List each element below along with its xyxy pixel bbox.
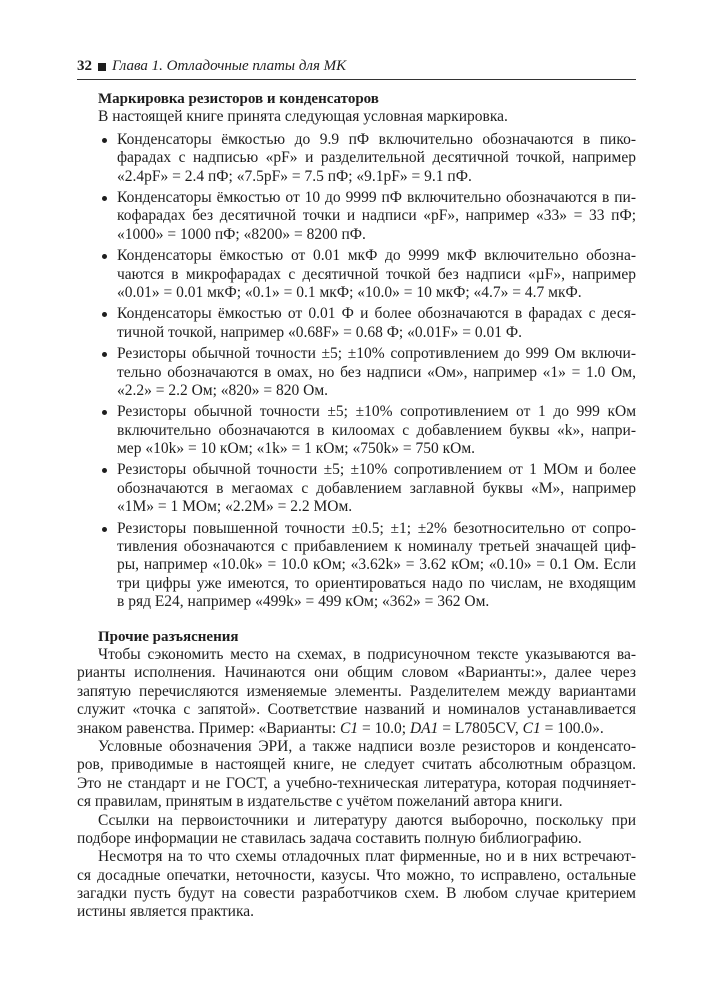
text-segment: знаком равенства. Пример: «Варианты: xyxy=(77,719,341,737)
bullet-icon xyxy=(102,410,107,415)
list-item xyxy=(77,403,636,458)
component-designator: C1 xyxy=(340,719,359,737)
text-line xyxy=(77,720,636,738)
text-line: ров, приводимые в настоящей книге, не следует считать абсолютным образцом. xyxy=(77,756,636,774)
text-line: ся досадные опечатки, неточности, казусы. Что можно, то исправлено, остальные xyxy=(77,866,636,884)
text-line: Конденсаторы ёмкостью до 9.9 пФ включительно обозначаются в пико- xyxy=(117,130,636,148)
text-line: «0.01» = 0.01 мкФ; «0.1» = 0.1 мкФ; «10.0» = 10 мкФ; «4.7» = 4.7 мкФ. xyxy=(117,283,582,301)
text-segment: = 100.0». xyxy=(540,719,604,737)
text-line: три цифры уже имеются, то ориентироваться надо по числам, не входящим xyxy=(117,574,636,592)
text-line: фарадах с надписью «pF» и разделительной десятичной точкой, например xyxy=(117,149,636,167)
text-line: истины является практика. xyxy=(77,903,255,921)
text-line: тельно обозначаются в омах, но без надписи «Ом», например «1» = 1.0 Ом, xyxy=(117,363,636,381)
bullet-icon xyxy=(102,196,107,201)
paragraph xyxy=(77,812,636,849)
text-line: включительно обозначаются в килоомах с добавлением буквы «k», напри- xyxy=(117,421,636,439)
page-body xyxy=(77,90,636,922)
text-line: Резисторы обычной точности ±5; ±10% сопротивлением до 999 Ом включи- xyxy=(117,345,636,363)
paragraph xyxy=(77,738,636,812)
list-item xyxy=(77,345,636,400)
text-line: ся правилам, принятым в издательстве с учётом пожеланий автора книги. xyxy=(77,793,563,811)
section-heading-marking: Маркировка резисторов и конденсаторов xyxy=(98,91,379,107)
text-line: запятую перечисляются изменяемые элементы. Разделителем между вариантами xyxy=(77,682,636,700)
other-notes xyxy=(77,646,636,922)
text-line: «2.4pF» = 2.4 пФ; «7.5pF» = 7.5 пФ; «9.1pF» = 9.1 пФ. xyxy=(117,167,472,185)
chapter-title: Глава 1. Отладочные платы для МК xyxy=(112,58,347,74)
header-rule xyxy=(77,79,636,80)
text-line: «1000» = 1000 пФ; «8200» = 8200 пФ. xyxy=(117,225,366,243)
text-line: Несмотря на то что схемы отладочных плат фирменные, но и в них встречают- xyxy=(98,848,636,866)
paragraph xyxy=(77,848,636,922)
list-item xyxy=(77,520,636,612)
bullet-icon xyxy=(102,468,107,473)
text-line: «1M» = 1 МОм; «2.2M» = 2.2 МОм. xyxy=(117,498,353,516)
text-line: Конденсаторы ёмкостью от 0.01 мкФ до 9999 мкФ включительно обозна- xyxy=(117,247,636,265)
text-line: ры, например «10.0k» = 10.0 кОм; «3.62k» = 3.62 кОм; «0.10» = 0.1 Ом. Если xyxy=(117,556,636,574)
text-line: тивления обозначаются с прибавлением к номиналу третьей значащей циф- xyxy=(117,538,636,556)
text-line: обозначаются в мегаомах с добавлением заглавной буквы «М», например xyxy=(117,479,636,497)
text-line: мер «10k» = 10 кОм; «1k» = 1 кОм; «750k» = 750 кОм. xyxy=(117,440,475,458)
running-header xyxy=(77,58,636,78)
text-segment: = L7805CV, xyxy=(438,719,523,737)
section-heading-other: Прочие разъяснения xyxy=(98,628,239,645)
text-line: Условные обозначения ЭРИ, а также надписи возле резисторов и конденсато- xyxy=(98,737,636,755)
text-segment: = 10.0; xyxy=(358,719,410,737)
text-line: рианты исполнения. Начинаются они общим словом «Варианты:», далее через xyxy=(77,664,636,682)
text-line: Ссылки на первоисточники и литературу даются выборочно, поскольку при xyxy=(98,811,636,829)
list-item xyxy=(77,247,636,302)
square-bullet-icon xyxy=(98,63,106,71)
list-item xyxy=(77,305,636,342)
text-line: Это не стандарт и не ГОСТ, а учебно-техническая литература, которая подчиняет- xyxy=(77,774,636,792)
bullet-icon xyxy=(102,312,107,317)
bullet-icon xyxy=(102,138,107,143)
bullet-icon xyxy=(102,352,107,357)
text-line: Резисторы повышенной точности ±0.5; ±1; ±2% безотносительно от сопро- xyxy=(117,519,636,537)
text-line: служит «точка с запятой». Соответствие названий и номиналов устанавливается xyxy=(77,701,636,719)
component-designator: C1 xyxy=(522,719,541,737)
text-line: в ряд E24, например «499k» = 499 кОм; «362» = 362 Ом. xyxy=(117,593,490,611)
text-line: кофарадах без десятичной точки и надписи «pF», например «33» = 33 пФ; xyxy=(117,207,636,225)
marking-list xyxy=(77,131,636,612)
bullet-icon xyxy=(102,527,107,532)
page-number: 32 xyxy=(77,58,92,74)
text-line: Конденсаторы ёмкостью от 10 до 9999 пФ включительно обозначаются в пи- xyxy=(117,188,636,206)
intro-text: В настоящей книге принята следующая условная маркировка. xyxy=(98,108,508,126)
text-line: «2.2» = 2.2 Ом; «820» = 820 Ом. xyxy=(117,381,329,399)
text-line: Резисторы обычной точности ±5; ±10% сопротивлением от 1 МОм и более xyxy=(117,461,636,479)
paragraph xyxy=(77,646,636,738)
bullet-icon xyxy=(102,254,107,259)
list-item xyxy=(77,189,636,244)
text-line: подборе информации не ставилась задача составить полную библиографию. xyxy=(77,829,582,847)
component-designator: DA1 xyxy=(409,719,439,737)
text-line: Резисторы обычной точности ±5; ±10% сопротивлением от 1 до 999 кОм xyxy=(117,403,636,421)
text-line: Конденсаторы ёмкостью от 0.01 Ф и более обозначаются в фарадах с деся- xyxy=(117,305,636,323)
text-line: чаются в микрофарадах с десятичной точкой без надписи «µF», например xyxy=(117,265,636,283)
text-line: тичной точкой, например «0.68F» = 0.68 Ф; «0.01F» = 0.01 Ф. xyxy=(117,323,522,341)
text-line: загадки пусть будут на совести разработчиков схем. В любом случае критерием xyxy=(77,885,636,903)
list-item xyxy=(77,461,636,516)
text-line: Чтобы сэкономить место на схемах, в подрисуночном тексте указываются ва- xyxy=(98,645,636,663)
list-item xyxy=(77,131,636,186)
